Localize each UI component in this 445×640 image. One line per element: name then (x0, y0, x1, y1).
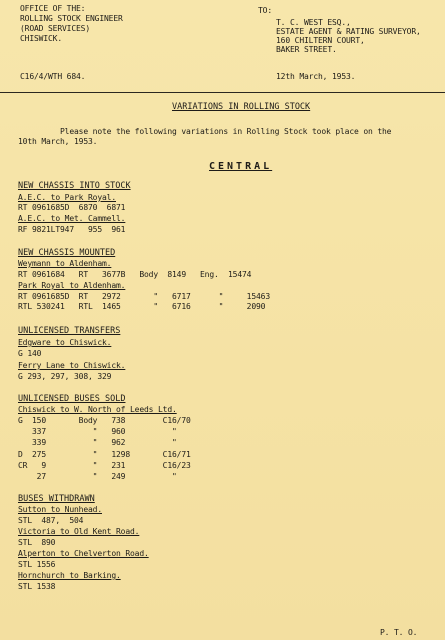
to-line-3: 160 CHILTERN COURT, (276, 36, 365, 45)
intro-line-1: Please note the following variations in Rolling Stock took place on the (60, 127, 392, 136)
stock-row: RF 9821LT947 955 961 (18, 225, 126, 234)
stock-row: STL 487, 504 (18, 516, 84, 525)
to-line-4: BAKER STREET. (276, 45, 337, 54)
memo-title: VARIATIONS IN ROLLING STOCK (172, 102, 311, 112)
route-label: Victoria to Old Kent Road. (18, 527, 140, 536)
sold-row: G 150 Body 738 C16/70 (18, 416, 191, 425)
to-line-1: T. C. WEST ESQ., (276, 18, 351, 27)
sold-row: D 275 " 1298 C16/71 (18, 450, 191, 459)
reference-number: C16/4/WTH 684. (20, 72, 86, 81)
route-label: Park Royal to Aldenham. (18, 281, 126, 290)
from-line-4: CHISWICK. (20, 34, 62, 43)
section-heading-new-chassis-stock: NEW CHASSIS INTO STOCK (18, 181, 131, 191)
section-heading-buses-sold: UNLICENSED BUSES SOLD (18, 394, 126, 404)
section-heading-buses-withdrawn: BUSES WITHDRAWN (18, 494, 95, 504)
to-label: TO: (258, 6, 272, 15)
route-label: Sutton to Nunhead. (18, 505, 102, 514)
sold-row: 337 " 960 " (18, 427, 177, 436)
page-turn-note: P. T. O. (380, 628, 418, 637)
route-label: Chiswick to W. North of Leeds Ltd. (18, 405, 177, 414)
route-label: Alperton to Chelverton Road. (18, 549, 149, 558)
route-label: Hornchurch to Barking. (18, 571, 121, 580)
route-label: Ferry Lane to Chiswick. (18, 361, 126, 370)
sold-row: CR 9 " 231 C16/23 (18, 461, 191, 470)
intro-line-2: 10th March, 1953. (18, 137, 98, 146)
stock-row: STL 1556 (18, 560, 56, 569)
stock-row: RT 0961685D 6870 6871 (18, 203, 126, 212)
memo-date: 12th March, 1953. (276, 72, 356, 81)
section-heading-new-chassis-mounted: NEW CHASSIS MOUNTED (18, 248, 116, 258)
stock-row: RT 0961685D RT 2972 " 6717 " 15463 (18, 292, 270, 301)
from-line-1: OFFICE OF THE: (20, 4, 86, 13)
route-label: A.E.C. to Park Royal. (18, 193, 116, 202)
from-line-2: ROLLING STOCK ENGINEER (20, 14, 123, 23)
route-label: Edgware to Chiswick. (18, 338, 112, 347)
stock-row: G 293, 297, 308, 329 (18, 372, 112, 381)
stock-row: STL 890 (18, 538, 56, 547)
stock-row: RTL 530241 RTL 1465 " 6716 " 2090 (18, 302, 266, 311)
route-label: A.E.C. to Met. Cammell. (18, 214, 126, 223)
header-divider (0, 92, 445, 93)
from-line-3: (ROAD SERVICES) (20, 24, 90, 33)
stock-row: G 140 (18, 349, 42, 358)
sold-row: 339 " 962 " (18, 438, 177, 447)
stock-row: STL 1538 (18, 582, 56, 591)
route-label: Weymann to Aldenham. (18, 259, 112, 268)
division-heading: CENTRAL (209, 161, 273, 172)
sold-row: 27 " 249 " (18, 472, 177, 481)
section-heading-unlicensed-transfers: UNLICENSED TRANSFERS (18, 326, 121, 336)
stock-row: RT 0961684 RT 3677B Body 8149 Eng. 15474 (18, 270, 252, 279)
to-line-2: ESTATE AGENT & RATING SURVEYOR, (276, 27, 421, 36)
